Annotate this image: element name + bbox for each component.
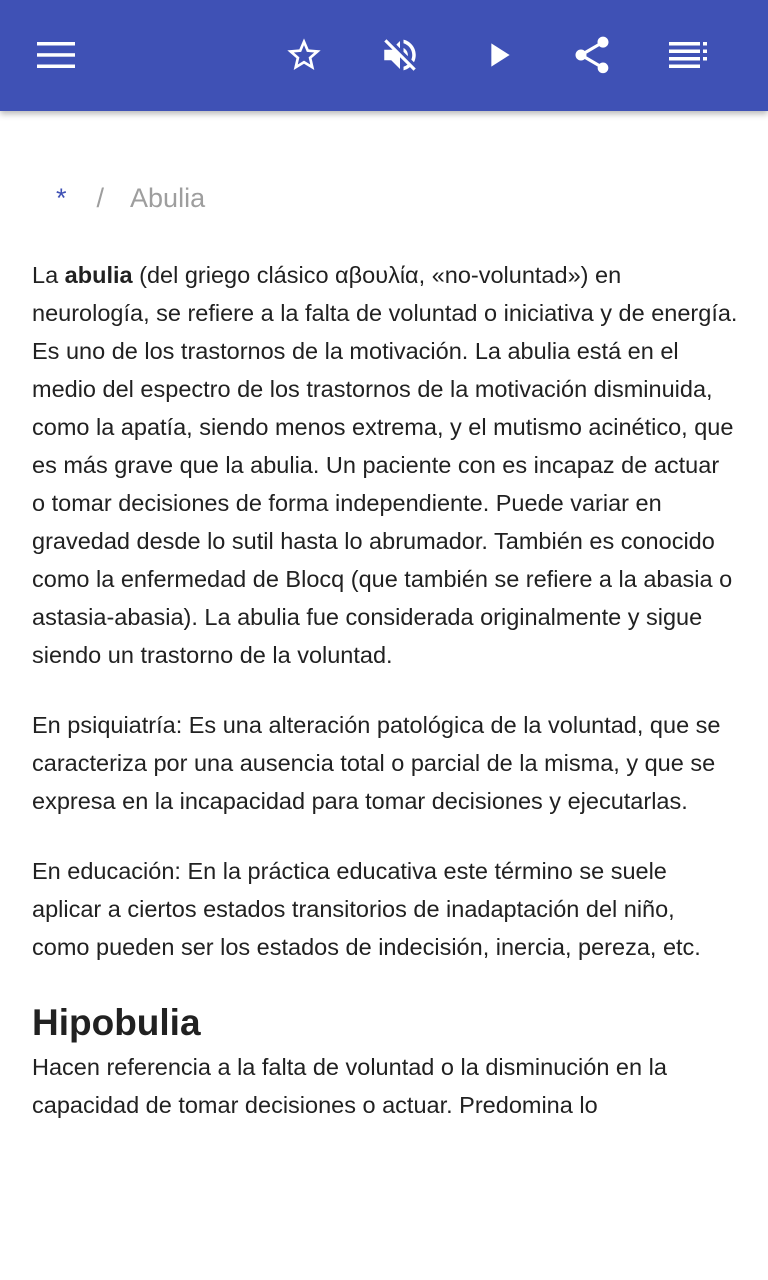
menu-button[interactable] [28,27,84,83]
play-icon [478,35,518,75]
mute-button[interactable] [372,27,428,83]
app-toolbar [0,0,768,111]
article-body [32,256,738,1156]
breadcrumb-separator: / [96,183,105,213]
play-button[interactable] [470,27,526,83]
intro-rest-text: (del griego clásico αβουλία, «no-voluntad») en neurología, se refiere a la falta de voluntad o iniciativa y de energía. Es uno de los trastornos de la motivación. La abulia está en el medio del espectro de los trastornos de la motivación disminuida, como la apatía, siendo menos extrema, y el mutismo acinético, que es más grave que la abulia. Un paciente con es incapaz de actuar o tomar decisiones de forma independiente. Puede variar en gravedad desde lo sutil hasta lo abrumador. También es conocido como la enfermedad de Blocq (que también se refiere a la abasia o astasia-abasia). La abulia fue considerada originalmente y sigue siendo un trastorno de la voluntad. [32,262,738,668]
breadcrumb [56,181,205,215]
section-heading-hipobulia: Hipobulia [32,1002,201,1043]
intro-lead-text: La [32,262,65,288]
hamburger-menu-icon [37,42,75,68]
article-term: abulia [64,262,133,288]
share-button[interactable] [564,27,620,83]
article-paragraph-psychiatry: En psiquiatría: Es una alteración patológica de la voluntad, que se caracteriza por una ausencia total o parcial de la misma, y que se expresa en la incapacidad para tomar decisiones y ejecutarlas. [32,712,721,814]
volume-off-icon [379,34,421,76]
star-outline-icon [284,35,324,75]
list-icon [669,42,707,68]
article-paragraph-intro [32,256,738,674]
favorite-button[interactable] [276,27,332,83]
breadcrumb-current: Abulia [130,183,206,213]
share-icon [570,33,614,77]
article-paragraph-hipobulia: Hacen referencia a la falta de voluntad o la disminución en la capacidad de tomar decisiones o actuar. Predomina lo [32,1054,667,1118]
article-paragraph-education: En educación: En la práctica educativa este término se suele aplicar a ciertos estados transitorios de inadaptación del niño, como pueden ser los estados de indecisión, inercia, pereza, etc. [32,858,701,960]
list-button[interactable] [660,27,716,83]
breadcrumb-home-link[interactable]: * [56,183,67,213]
